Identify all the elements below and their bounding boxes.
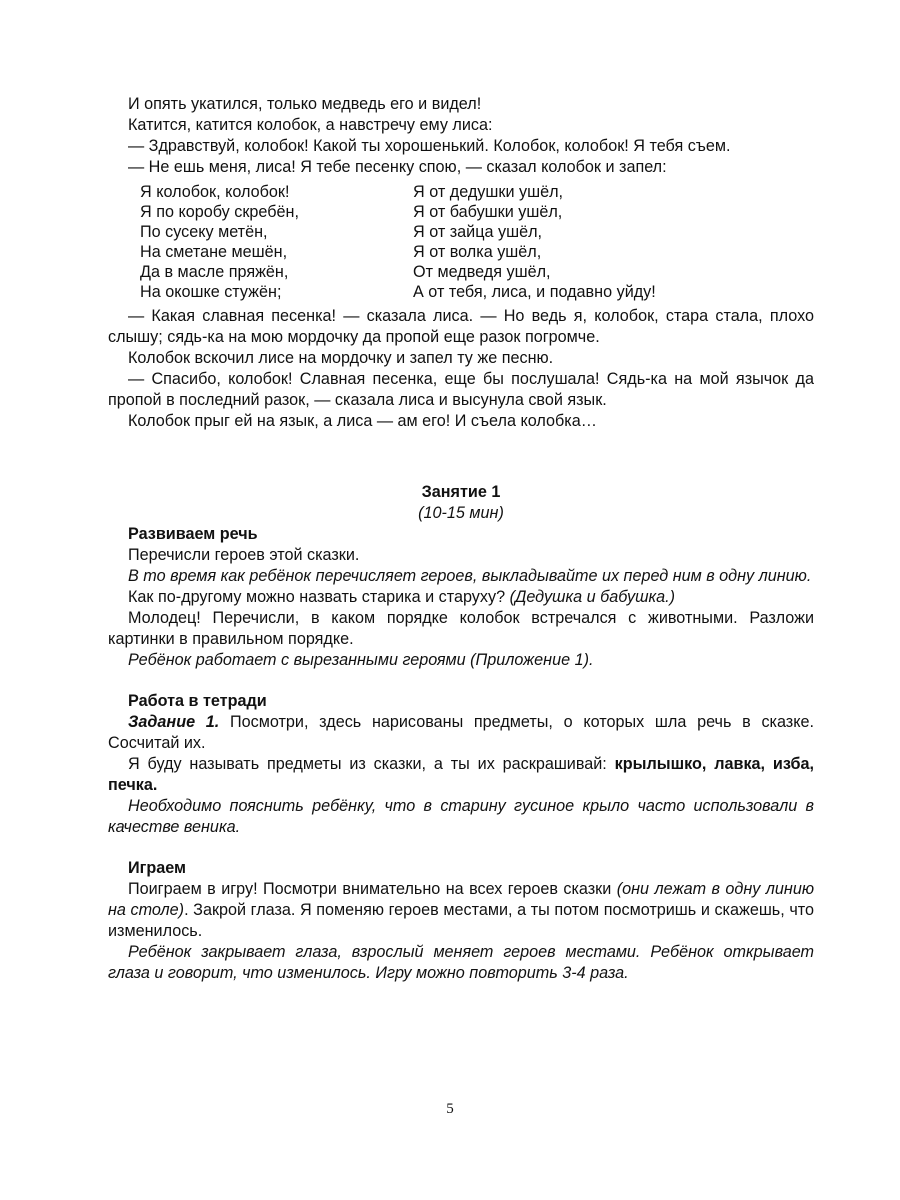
lesson-duration: (10-15 мин) <box>418 504 504 522</box>
instruction-aside: (они лежат в одну линию на столе) <box>108 880 815 919</box>
spacer <box>108 671 814 691</box>
song-line: Я от волка ушёл, <box>413 243 542 261</box>
song-line: От медведя ушёл, <box>413 263 551 281</box>
spacer <box>108 838 814 858</box>
instruction: Молодец! Перечисли, в каком порядке колобок встречался с животными. Разложи картинки в правильном порядке. <box>108 609 814 648</box>
task-label: Задание 1. <box>128 713 220 731</box>
story-paragraph: — Не ешь меня, лиса! Я тебе песенку спою, — сказал колобок и запел: <box>128 158 667 176</box>
task-paragraph <box>108 712 814 754</box>
song-line: Да в масле пряжён, <box>140 263 289 281</box>
section-heading-play: Играем <box>128 859 187 877</box>
song-right-column <box>413 182 656 302</box>
items-list: крылышко, лавка, изба, печка. <box>108 755 814 794</box>
story-paragraph: Колобок прыг ей на язык, а лиса — ам его! И съела колобка… <box>128 412 597 430</box>
song-line: Я от дедушки ушёл, <box>413 183 564 201</box>
teacher-note: В то время как ребёнок перечисляет героев, выкладывайте их перед ним в одну линию. <box>128 567 812 585</box>
story-paragraph: — Какая славная песенка! — сказала лиса. — Но ведь я, колобок, стара стала, плохо слышу; сядь-ка на мою мордочку да пропой еще разок погромче. <box>108 307 814 346</box>
instruction-text: . Закрой глаза. Я поменяю героев местами, а ты потом посмотришь и скажешь, что изменилось. <box>108 901 814 940</box>
song-line: Я от зайца ушёл, <box>413 223 543 241</box>
instruction <box>108 587 814 608</box>
song-poem <box>140 182 814 302</box>
teacher-note: Ребёнок закрывает глаза, взрослый меняет героев местами. Ребёнок открывает глаза и говорит, что изменилось. Игру можно повторить 3-4 раза. <box>108 943 814 982</box>
page-body <box>108 94 814 984</box>
instruction-text: Я буду называть предметы из сказки, а ты их раскрашивай: <box>128 755 615 773</box>
instruction-text: Как по-другому можно назвать старика и старуху? <box>128 588 510 606</box>
spacer <box>108 432 814 482</box>
teacher-note: Необходимо пояснить ребёнку, что в старину гусиное крыло часто использовали в качестве веника. <box>108 797 814 836</box>
song-line: На окошке стужён; <box>140 283 282 301</box>
story-paragraph: — Спасибо, колобок! Славная песенка, еще бы послушала! Сядь-ка на мой язычок да пропой в последний разок, — сказала лиса и высунула свой язык. <box>108 370 814 409</box>
story-paragraph: — Здравствуй, колобок! Какой ты хорошенький. Колобок, колобок! Я тебя съем. <box>128 137 731 155</box>
instruction: Перечисли героев этой сказки. <box>128 546 360 564</box>
page-number: 5 <box>446 1101 454 1117</box>
instruction <box>108 879 814 942</box>
lesson-title: Занятие 1 <box>421 483 501 501</box>
answer-hint: (Дедушка и бабушка.) <box>509 588 676 606</box>
instruction-text: Поиграем в игру! Посмотри внимательно на всех героев сказки <box>128 880 617 898</box>
story-paragraph: Катится, катится колобок, а навстречу ему лиса: <box>128 116 493 134</box>
story-paragraph: И опять укатился, только медведь его и видел! <box>128 95 482 113</box>
section-heading-notebook: Работа в тетради <box>128 692 267 710</box>
song-line: Я по коробу скребён, <box>140 203 299 221</box>
story-paragraph: Колобок вскочил лисе на мордочку и запел ту же песню. <box>128 349 554 367</box>
song-line: А от тебя, лиса, и подавно уйду! <box>413 283 656 301</box>
song-left-column <box>140 182 413 302</box>
teacher-note: Ребёнок работает с вырезанными героями (Приложение 1). <box>128 651 594 669</box>
task-text: Посмотри, здесь нарисованы предметы, о которых шла речь в сказке. Сосчитай их. <box>108 713 814 752</box>
song-line: На сметане мешён, <box>140 243 288 261</box>
song-line: Я от бабушки ушёл, <box>413 203 563 221</box>
song-line: По сусеку метён, <box>140 223 268 241</box>
section-heading-speech: Развиваем речь <box>128 525 258 543</box>
song-line: Я колобок, колобок! <box>140 183 290 201</box>
instruction <box>108 754 814 796</box>
